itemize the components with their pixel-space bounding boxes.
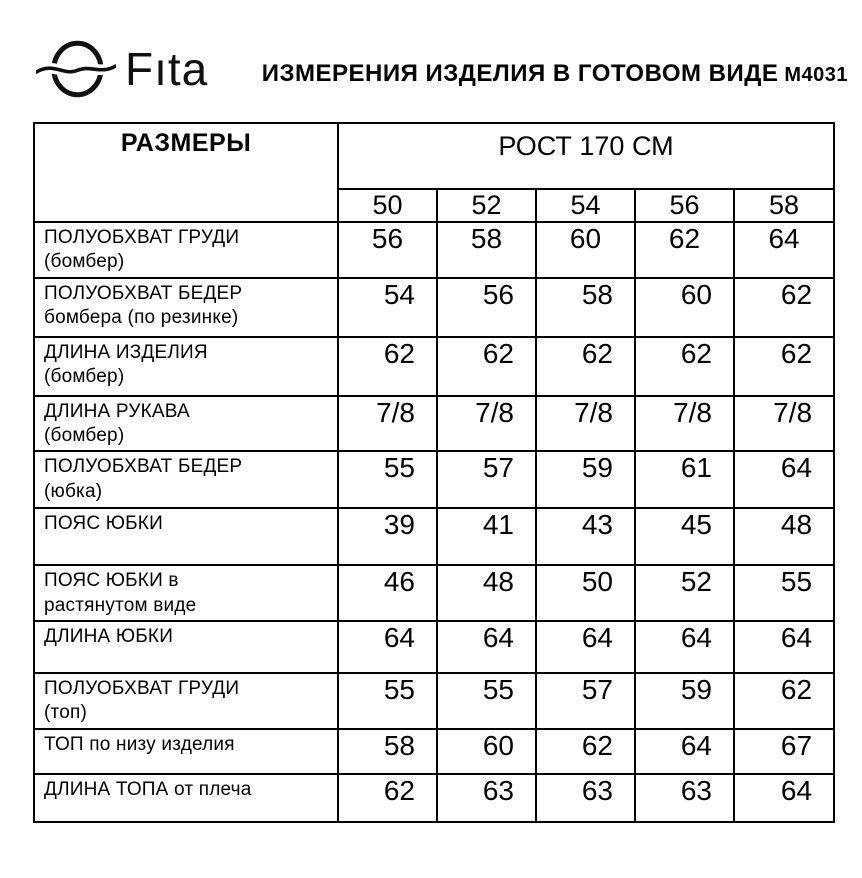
size-col-header: 56 bbox=[635, 189, 734, 222]
measurement-value: 48 bbox=[437, 565, 536, 621]
measurement-value: 7/8 bbox=[338, 396, 437, 452]
measurement-value: 54 bbox=[338, 278, 437, 337]
measurement-value: 60 bbox=[536, 222, 635, 278]
label-line1: ДЛИНА ЮБКИ bbox=[44, 625, 174, 647]
measurement-value: 55 bbox=[338, 451, 437, 508]
size-col-header: 54 bbox=[536, 189, 635, 222]
label-line1: ДЛИНА РУКАВА bbox=[44, 400, 190, 422]
measurement-value: 67 bbox=[734, 729, 834, 774]
measurement-value: 60 bbox=[437, 729, 536, 774]
measurement-value: 46 bbox=[338, 565, 437, 621]
size-table bbox=[33, 122, 835, 823]
label-line1: ПОЯС ЮБКИ в bbox=[44, 570, 179, 592]
measurement-label bbox=[34, 729, 338, 774]
table-row bbox=[34, 222, 834, 278]
measurement-value: 55 bbox=[437, 673, 536, 729]
measurement-value: 64 bbox=[734, 774, 834, 822]
measurement-value: 63 bbox=[437, 774, 536, 822]
label-line1: ДЛИНА ИЗДЕЛИЯ bbox=[44, 341, 208, 363]
measurement-value: 62 bbox=[338, 337, 437, 396]
label-line2: растянутом виде bbox=[44, 594, 197, 616]
table-row bbox=[34, 508, 834, 565]
label-line1: ПОЛУОБХВАТ БЕДЕР bbox=[44, 282, 243, 304]
page-title bbox=[262, 50, 848, 88]
measurement-value: 7/8 bbox=[635, 396, 734, 452]
table-row bbox=[34, 729, 834, 774]
label-line1: ПОЛУОБХВАТ ГРУДИ bbox=[44, 677, 240, 699]
size-col-header: 58 bbox=[734, 189, 834, 222]
page-header bbox=[0, 0, 862, 102]
measurement-value: 60 bbox=[635, 278, 734, 337]
size-col-header: 50 bbox=[338, 189, 437, 222]
height-group-header: РОСТ 170 СМ bbox=[338, 123, 834, 189]
measurement-value: 58 bbox=[536, 278, 635, 337]
label-line1: ПОЯС ЮБКИ bbox=[44, 513, 163, 535]
measurement-value: 64 bbox=[338, 621, 437, 673]
sizes-corner-header: РАЗМЕРЫ bbox=[34, 123, 338, 222]
measurement-value: 64 bbox=[734, 222, 834, 278]
measurement-value: 59 bbox=[635, 673, 734, 729]
measurement-label bbox=[34, 565, 338, 621]
measurement-value: 62 bbox=[635, 337, 734, 396]
measurement-value: 62 bbox=[338, 774, 437, 822]
measurement-value: 62 bbox=[734, 278, 834, 337]
label-line2: (бомбер) bbox=[44, 424, 125, 446]
measurement-value: 41 bbox=[437, 508, 536, 565]
measurement-label bbox=[34, 774, 338, 822]
measurement-value: 52 bbox=[635, 565, 734, 621]
fita-logo-icon bbox=[36, 37, 116, 101]
measurement-value: 64 bbox=[734, 621, 834, 673]
measurement-value: 61 bbox=[635, 451, 734, 508]
table-row bbox=[34, 565, 834, 621]
measurement-value: 64 bbox=[635, 729, 734, 774]
measurement-value: 64 bbox=[734, 451, 834, 508]
model-number: М4031 bbox=[784, 64, 848, 86]
table-row bbox=[34, 278, 834, 337]
measurement-value: 59 bbox=[536, 451, 635, 508]
measurement-value: 58 bbox=[437, 222, 536, 278]
measurement-value: 57 bbox=[437, 451, 536, 508]
label-line1: ДЛИНА ТОПА от плеча bbox=[44, 778, 252, 800]
label-line2: (юбка) bbox=[44, 480, 103, 502]
measurement-value: 64 bbox=[437, 621, 536, 673]
size-col-header: 52 bbox=[437, 189, 536, 222]
measurement-value: 64 bbox=[635, 621, 734, 673]
measurement-value: 48 bbox=[734, 508, 834, 565]
group-header-row bbox=[34, 123, 834, 189]
measurement-value: 62 bbox=[734, 673, 834, 729]
measurement-value: 58 bbox=[338, 729, 437, 774]
table-row bbox=[34, 396, 834, 452]
table-row bbox=[34, 451, 834, 508]
label-line1: ТОП по низу изделия bbox=[44, 733, 235, 755]
measurement-label bbox=[34, 278, 338, 337]
measurement-value: 62 bbox=[536, 337, 635, 396]
label-line2: (бомбер) bbox=[44, 365, 125, 387]
measurement-label bbox=[34, 621, 338, 673]
measurement-label bbox=[34, 508, 338, 565]
measurement-value: 62 bbox=[437, 337, 536, 396]
table-row bbox=[34, 337, 834, 396]
title-text: ИЗМЕРЕНИЯ ИЗДЕЛИЯ В ГОТОВОМ ВИДЕ bbox=[261, 60, 779, 87]
measurement-value: 7/8 bbox=[734, 396, 834, 452]
measurement-value: 50 bbox=[536, 565, 635, 621]
measurement-value: 63 bbox=[536, 774, 635, 822]
label-line2: (топ) bbox=[44, 702, 87, 724]
measurement-value: 62 bbox=[734, 337, 834, 396]
measurement-value: 57 bbox=[536, 673, 635, 729]
measurement-value: 7/8 bbox=[536, 396, 635, 452]
measurement-value: 62 bbox=[536, 729, 635, 774]
measurement-label bbox=[34, 673, 338, 729]
measurement-value: 62 bbox=[635, 222, 734, 278]
label-line2: бомбера (по резинке) bbox=[44, 306, 239, 328]
table-row bbox=[34, 673, 834, 729]
label-line1: ПОЛУОБХВАТ ГРУДИ bbox=[44, 227, 240, 248]
table-row bbox=[34, 774, 834, 822]
measurement-label bbox=[34, 396, 338, 452]
logo-text: Fıta bbox=[125, 43, 209, 95]
measurement-value: 43 bbox=[536, 508, 635, 565]
measurement-label bbox=[34, 222, 338, 278]
measurement-value: 55 bbox=[734, 565, 834, 621]
measurement-value: 39 bbox=[338, 508, 437, 565]
measurement-value: 45 bbox=[635, 508, 734, 565]
measurement-value: 63 bbox=[635, 774, 734, 822]
measurement-label bbox=[34, 337, 338, 396]
measurement-value: 55 bbox=[338, 673, 437, 729]
label-line2: (бомбер) bbox=[44, 251, 125, 273]
measurement-label bbox=[34, 451, 338, 508]
measurement-value: 56 bbox=[437, 278, 536, 337]
measurement-value: 56 bbox=[338, 222, 437, 278]
measurement-value: 7/8 bbox=[437, 396, 536, 452]
brand-logo bbox=[36, 37, 208, 101]
table-row bbox=[34, 621, 834, 673]
measurement-value: 64 bbox=[536, 621, 635, 673]
label-line1: ПОЛУОБХВАТ БЕДЕР bbox=[44, 456, 243, 478]
